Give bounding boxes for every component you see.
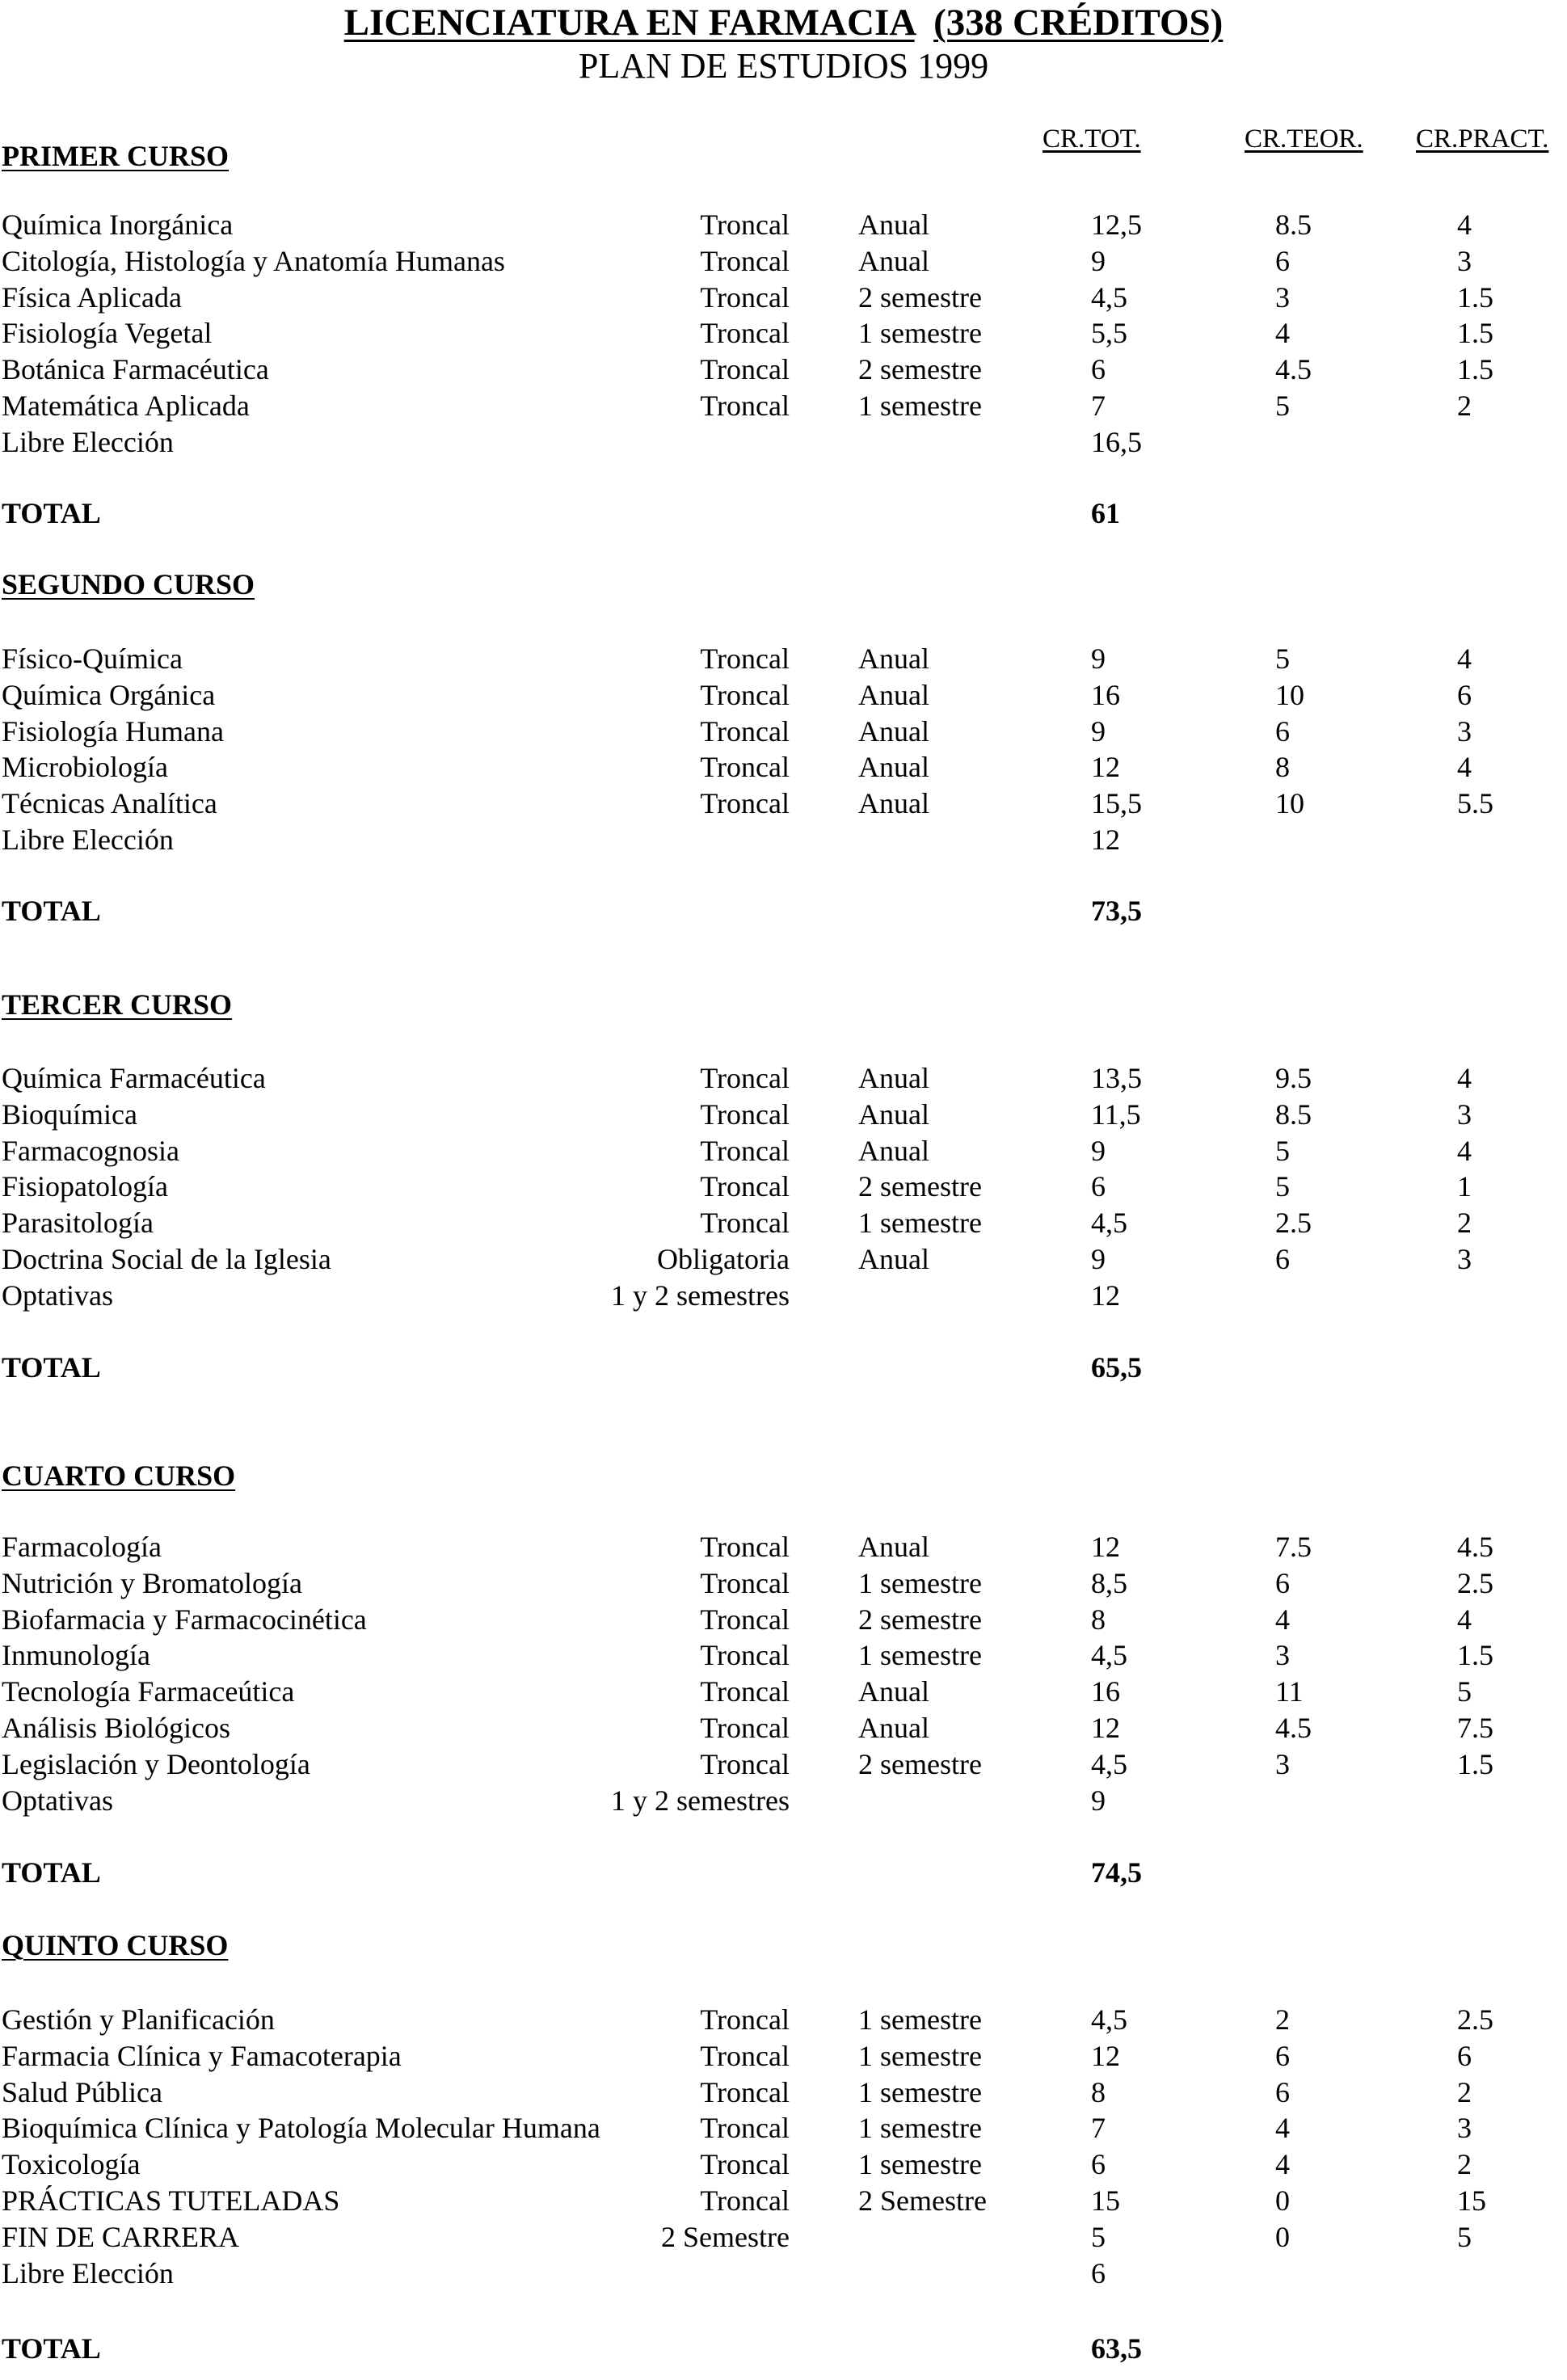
credits-total: 8 — [1091, 1603, 1106, 1636]
document-title — [0, 2, 1567, 44]
credits-total: 12 — [1091, 751, 1120, 784]
table-row — [0, 822, 1567, 857]
table-row — [0, 1205, 1567, 1241]
table-row — [0, 1746, 1567, 1782]
table-row — [0, 1169, 1567, 1204]
credits-practice: 2.5 — [1457, 2003, 1493, 2036]
credits-total: 11,5 — [1091, 1097, 1141, 1131]
subject-name: Fisiología Vegetal — [2, 317, 213, 350]
table-row — [0, 2256, 1567, 2291]
subject-duration: Anual — [858, 1134, 929, 1167]
credits-practice: 4 — [1457, 1062, 1472, 1094]
subject-type: Troncal — [700, 1712, 790, 1744]
subject-type: Troncal — [700, 714, 790, 748]
credits-practice: 2 — [1457, 1207, 1472, 1240]
subject-type: Troncal — [700, 244, 790, 277]
subject-duration: 2 semestre — [858, 1603, 982, 1636]
credits-total: 4,5 — [1091, 1747, 1127, 1780]
table-row — [0, 2002, 1567, 2037]
credits-practice: 4 — [1457, 751, 1472, 784]
total-label: TOTAL — [2, 1856, 101, 1889]
subject-type: Troncal — [700, 2003, 790, 2036]
subject-name: Fisiología Humana — [2, 714, 224, 748]
table-row — [0, 2038, 1567, 2074]
subject-duration: 1 semestre — [858, 2039, 982, 2072]
credits-theory: 6 — [1275, 2039, 1290, 2072]
subject-duration: 1 semestre — [858, 2112, 982, 2145]
subject-type: Troncal — [700, 390, 790, 422]
subject-name: Gestión y Planificación — [2, 2003, 275, 2036]
credits-total: 13,5 — [1091, 1062, 1142, 1094]
credits-practice: 5.5 — [1457, 787, 1493, 820]
subject-duration: Anual — [858, 642, 929, 675]
credits-total: 12,5 — [1091, 209, 1142, 241]
subject-name: PRÁCTICAS TUTELADAS — [2, 2184, 340, 2217]
subject-name: Libre Elección — [2, 824, 174, 856]
table-row — [0, 749, 1567, 785]
section-total-row — [0, 495, 1567, 531]
subject-duration: Anual — [858, 1531, 929, 1563]
subject-duration: 1 semestre — [858, 390, 982, 422]
credits-total: 16 — [1091, 678, 1120, 711]
credits-theory: 6 — [1275, 2075, 1290, 2108]
total-label: TOTAL — [2, 497, 101, 529]
subject-duration: Anual — [858, 1675, 929, 1708]
credits-practice: 5 — [1457, 1675, 1472, 1708]
credits-total: 9 — [1091, 1134, 1106, 1167]
section-total-row — [0, 893, 1567, 929]
subject-name: Bioquímica Clínica y Patología Molecular Humana — [2, 2112, 600, 2145]
table-row — [0, 1710, 1567, 1746]
subject-name: Farmacia Clínica y Famacoterapia — [2, 2039, 402, 2072]
credits-total: 16 — [1091, 1675, 1120, 1708]
subject-type: Troncal — [700, 642, 790, 675]
subject-name: Química Inorgánica — [2, 209, 234, 241]
title-main: LICENCIATURA EN FARMACIA — [343, 2, 915, 44]
table-row — [0, 1278, 1567, 1313]
total-value: 61 — [1091, 497, 1120, 529]
subject-name: Biofarmacia y Farmacocinética — [2, 1603, 367, 1636]
subject-type: Troncal — [700, 280, 790, 314]
subject-duration: Anual — [858, 1243, 929, 1275]
subject-name: Farmacognosia — [2, 1134, 179, 1167]
credits-total: 8,5 — [1091, 1566, 1127, 1599]
credits-total: 12 — [1091, 824, 1120, 856]
credits-theory: 0 — [1275, 2220, 1290, 2253]
credits-theory: 5 — [1275, 642, 1290, 675]
subject-type: Troncal — [700, 1097, 790, 1131]
subject-duration: 1 semestre — [858, 1566, 982, 1599]
credits-total: 4,5 — [1091, 1207, 1127, 1240]
credits-total: 4,5 — [1091, 2003, 1127, 2036]
credits-practice: 4 — [1457, 1603, 1472, 1636]
credits-theory: 6 — [1275, 1243, 1290, 1275]
credits-total: 5 — [1091, 2220, 1106, 2253]
subject-type: Troncal — [700, 1675, 790, 1708]
table-row — [0, 315, 1567, 351]
credits-theory: 2.5 — [1275, 1207, 1312, 1240]
subject-duration: Anual — [858, 1097, 929, 1131]
subject-name: Libre Elección — [2, 425, 174, 458]
section-total-row — [0, 1350, 1567, 1385]
subject-name: Físico-Química — [2, 642, 183, 675]
subject-duration: Anual — [858, 714, 929, 748]
subject-duration: Anual — [858, 787, 929, 820]
credits-total: 6 — [1091, 2256, 1106, 2289]
credits-theory: 6 — [1275, 714, 1290, 748]
credits-total: 9 — [1091, 1784, 1106, 1817]
total-value: 63,5 — [1091, 2332, 1142, 2365]
subject-name: Química Farmacéutica — [2, 1062, 266, 1094]
subject-type: Troncal — [700, 1603, 790, 1636]
table-row — [0, 1097, 1567, 1132]
subject-type: Troncal — [700, 1747, 790, 1780]
credits-total: 16,5 — [1091, 425, 1142, 458]
subject-type: Troncal — [700, 1062, 790, 1094]
credits-total: 12 — [1091, 1712, 1120, 1744]
table-row — [0, 207, 1567, 242]
subject-duration: Anual — [858, 751, 929, 784]
credits-theory: 5 — [1275, 390, 1290, 422]
credits-theory: 10 — [1275, 787, 1304, 820]
credits-practice: 4 — [1457, 209, 1472, 241]
subject-name: Doctrina Social de la Iglesia — [2, 1243, 331, 1275]
credits-theory: 9.5 — [1275, 1062, 1312, 1094]
credits-theory: 4 — [1275, 1603, 1290, 1636]
credits-practice: 1.5 — [1457, 353, 1493, 386]
subject-name: Tecnología Farmaceútica — [2, 1675, 295, 1708]
table-row — [0, 280, 1567, 315]
credits-practice: 6 — [1457, 2039, 1472, 2072]
credits-theory: 8 — [1275, 751, 1290, 784]
subject-duration: 2 semestre — [858, 1170, 982, 1203]
table-row — [0, 2183, 1567, 2218]
table-row — [0, 388, 1567, 423]
subject-type: Troncal — [700, 2075, 790, 2108]
subject-duration: Anual — [858, 1712, 929, 1744]
section-title: PRIMER CURSO — [2, 140, 230, 172]
section-title: CUARTO CURSO — [2, 1460, 236, 1492]
credits-theory: 3 — [1275, 1639, 1290, 1672]
subject-type: 1 y 2 semestres — [611, 1784, 790, 1817]
subject-type: Troncal — [700, 1531, 790, 1563]
credits-practice: 2 — [1457, 2148, 1472, 2181]
credits-theory: 5 — [1275, 1170, 1290, 1203]
subject-name: Optativas — [2, 1278, 113, 1312]
subject-type: Troncal — [700, 1566, 790, 1599]
subject-duration: Anual — [858, 678, 929, 711]
credits-theory: 6 — [1275, 1566, 1290, 1599]
subject-name: Toxicología — [2, 2148, 141, 2181]
subject-type: Troncal — [700, 1170, 790, 1203]
credits-theory: 2 — [1275, 2003, 1290, 2036]
credits-theory: 4.5 — [1275, 353, 1312, 386]
total-label: TOTAL — [2, 2332, 101, 2365]
subject-name: Legislación y Deontología — [2, 1747, 310, 1780]
credits-practice: 3 — [1457, 1097, 1472, 1131]
table-row — [0, 1529, 1567, 1565]
subject-name: Química Orgánica — [2, 678, 216, 711]
subject-type: Troncal — [700, 2112, 790, 2145]
subject-duration: 2 semestre — [858, 280, 982, 314]
credits-practice: 3 — [1457, 2112, 1472, 2145]
total-label: TOTAL — [2, 895, 101, 927]
credits-practice: 1.5 — [1457, 1639, 1493, 1672]
table-row — [0, 786, 1567, 821]
subject-duration: 1 semestre — [858, 2003, 982, 2036]
subject-type: 1 y 2 semestres — [611, 1278, 790, 1312]
credits-total: 8 — [1091, 2075, 1106, 2108]
credits-practice: 1.5 — [1457, 280, 1493, 314]
subject-duration: Anual — [858, 1062, 929, 1094]
credits-practice: 15 — [1457, 2184, 1486, 2217]
credits-theory: 8.5 — [1275, 1097, 1312, 1131]
credits-practice: 3 — [1457, 244, 1472, 277]
header-cr-teor: CR.TEOR. — [1245, 124, 1363, 154]
credits-practice: 2.5 — [1457, 1566, 1493, 1599]
total-value: 73,5 — [1091, 895, 1142, 927]
table-row — [0, 1241, 1567, 1277]
credits-total: 4,5 — [1091, 1639, 1127, 1672]
subject-type: Troncal — [700, 317, 790, 350]
subject-name: Optativas — [2, 1784, 113, 1817]
table-row — [0, 1060, 1567, 1096]
table-row — [0, 243, 1567, 279]
subject-duration: 2 semestre — [858, 1747, 982, 1780]
credits-total: 9 — [1091, 714, 1106, 748]
credits-theory: 3 — [1275, 1747, 1290, 1780]
subject-name: Libre Elección — [2, 2256, 174, 2289]
subject-name: Técnicas Analítica — [2, 787, 217, 820]
credits-theory: 4 — [1275, 317, 1290, 350]
subject-type: Troncal — [700, 209, 790, 241]
credits-total: 6 — [1091, 2148, 1106, 2181]
credits-total: 12 — [1091, 1531, 1120, 1563]
credits-total: 9 — [1091, 244, 1106, 277]
table-row — [0, 2146, 1567, 2182]
header-cr-tot: CR.TOT. — [1043, 124, 1141, 154]
section-title: QUINTO CURSO — [2, 1929, 229, 1961]
header-cr-pract: CR.PRACT. — [1416, 124, 1549, 154]
section-title: SEGUNDO CURSO — [2, 568, 255, 600]
credits-total: 15,5 — [1091, 787, 1142, 820]
credits-theory: 5 — [1275, 1134, 1290, 1167]
table-row — [0, 1783, 1567, 1818]
credits-theory: 7.5 — [1275, 1531, 1312, 1563]
subject-type: Troncal — [700, 1207, 790, 1240]
subject-name: Inmunología — [2, 1639, 150, 1672]
subject-type: Troncal — [700, 1639, 790, 1672]
table-row — [0, 1133, 1567, 1169]
table-row — [0, 677, 1567, 713]
credits-theory: 4.5 — [1275, 1712, 1312, 1744]
subject-name: Matemática Aplicada — [2, 390, 250, 422]
credits-total: 9 — [1091, 642, 1106, 675]
credits-practice: 4 — [1457, 642, 1472, 675]
subject-type: Troncal — [700, 2039, 790, 2072]
table-row — [0, 1674, 1567, 1709]
subject-type: Obligatoria — [657, 1243, 790, 1275]
table-row — [0, 1602, 1567, 1637]
credits-practice: 4.5 — [1457, 1531, 1493, 1563]
subject-type: Troncal — [700, 2148, 790, 2181]
total-value: 74,5 — [1091, 1856, 1142, 1889]
credits-practice: 4 — [1457, 1134, 1472, 1167]
table-row — [0, 424, 1567, 460]
subject-type: Troncal — [700, 2184, 790, 2217]
credits-theory: 8.5 — [1275, 209, 1312, 241]
subject-name: Parasitología — [2, 1207, 154, 1240]
credits-theory: 3 — [1275, 280, 1290, 314]
subject-type: Troncal — [700, 678, 790, 711]
subject-duration: 1 semestre — [858, 2075, 982, 2108]
credits-total: 5,5 — [1091, 317, 1127, 350]
credits-practice: 1.5 — [1457, 317, 1493, 350]
credits-total: 12 — [1091, 1278, 1120, 1312]
subject-duration: 2 Semestre — [858, 2184, 987, 2217]
title-credits: (338 CRÉDITOS) — [933, 2, 1224, 44]
table-row — [0, 2110, 1567, 2146]
credits-theory: 11 — [1275, 1675, 1304, 1708]
credits-practice: 5 — [1457, 2220, 1472, 2253]
total-label: TOTAL — [2, 1351, 101, 1384]
credits-total: 7 — [1091, 2112, 1106, 2145]
credits-practice: 3 — [1457, 1243, 1472, 1275]
subject-type: Troncal — [700, 1134, 790, 1167]
credits-theory: 0 — [1275, 2184, 1290, 2217]
table-row — [0, 352, 1567, 387]
table-row — [0, 714, 1567, 749]
credits-practice: 2 — [1457, 390, 1472, 422]
credits-practice: 7.5 — [1457, 1712, 1493, 1744]
credits-total: 4,5 — [1091, 280, 1127, 314]
section-title: TERCER CURSO — [2, 988, 233, 1021]
credits-total: 12 — [1091, 2039, 1120, 2072]
subject-name: Nutrición y Bromatología — [2, 1566, 302, 1599]
subject-name: FIN DE CARRERA — [2, 2220, 240, 2253]
subject-name: Citología, Histología y Anatomía Humanas — [2, 244, 505, 277]
table-row — [0, 641, 1567, 676]
credits-theory: 4 — [1275, 2148, 1290, 2181]
table-row — [0, 1637, 1567, 1673]
subject-name: Análisis Biológicos — [2, 1712, 231, 1744]
subject-name: Farmacología — [2, 1531, 162, 1563]
subject-duration: 1 semestre — [858, 1207, 982, 1240]
credits-theory: 4 — [1275, 2112, 1290, 2145]
credits-practice: 6 — [1457, 678, 1472, 711]
section-total-row — [0, 2331, 1567, 2366]
table-row — [0, 2219, 1567, 2255]
credits-theory: 10 — [1275, 678, 1304, 711]
credits-total: 6 — [1091, 1170, 1106, 1203]
subject-name: Salud Pública — [2, 2075, 162, 2108]
credits-total: 15 — [1091, 2184, 1120, 2217]
credits-total: 9 — [1091, 1243, 1106, 1275]
subject-duration: 1 semestre — [858, 2148, 982, 2181]
subject-duration: Anual — [858, 209, 929, 241]
credits-total: 6 — [1091, 353, 1106, 386]
subject-name: Microbiología — [2, 751, 168, 784]
total-value: 65,5 — [1091, 1351, 1142, 1384]
table-row — [0, 1565, 1567, 1601]
subject-name: Botánica Farmacéutica — [2, 353, 269, 386]
subject-type: Troncal — [700, 353, 790, 386]
credits-theory: 6 — [1275, 244, 1290, 277]
subject-duration: 2 semestre — [858, 353, 982, 386]
subject-duration: 1 semestre — [858, 1639, 982, 1672]
credits-practice: 3 — [1457, 714, 1472, 748]
subject-duration: 1 semestre — [858, 317, 982, 350]
subject-name: Fisiopatología — [2, 1170, 168, 1203]
section-total-row — [0, 1855, 1567, 1890]
credits-practice: 2 — [1457, 2075, 1472, 2108]
credits-total: 7 — [1091, 390, 1106, 422]
credits-practice: 1 — [1457, 1170, 1472, 1203]
subject-type: Troncal — [700, 787, 790, 820]
subject-name: Bioquímica — [2, 1097, 137, 1131]
subject-name: Física Aplicada — [2, 280, 182, 314]
plan-subtitle: PLAN DE ESTUDIOS 1999 — [578, 46, 989, 86]
table-row — [0, 2075, 1567, 2110]
credits-practice: 1.5 — [1457, 1747, 1493, 1780]
subject-type: Troncal — [700, 751, 790, 784]
subject-type: 2 Semestre — [661, 2220, 790, 2253]
subject-duration: Anual — [858, 244, 929, 277]
